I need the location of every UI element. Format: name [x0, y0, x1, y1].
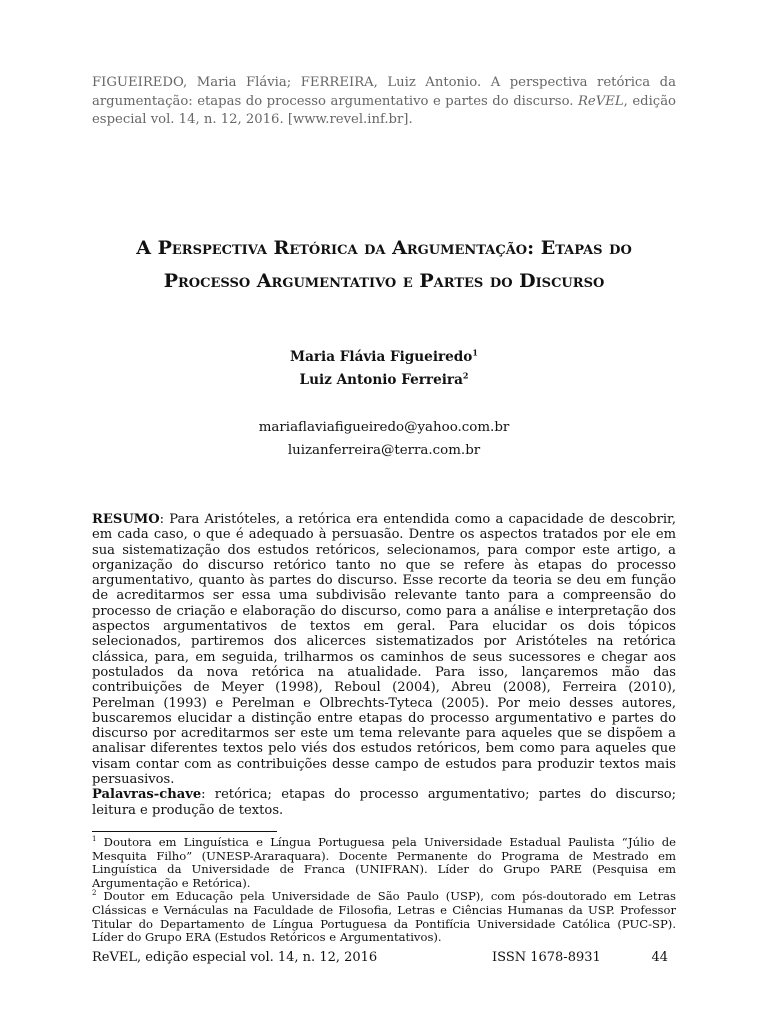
keywords-paragraph [92, 787, 676, 818]
footer-journal-info: ReVEL, edição especial vol. 14, n. 12, 2016 [92, 950, 378, 965]
email-2: luizanferreira@terra.com.br [287, 443, 481, 458]
footer-issn: ISSN 1678-8931 [492, 950, 601, 965]
page-number: 44 [651, 950, 668, 965]
citation-text-before: FIGUEIREDO, Maria Flávia; FERREIRA, Luiz Antonio. A perspectiva retórica da argumentação: etapas do processo argumentativo e partes do discurso. [92, 75, 676, 109]
footnote-1 [92, 836, 676, 890]
footnote-1-mark: 1 [92, 835, 97, 844]
citation-header [92, 74, 676, 130]
footnote-2-mark: 2 [92, 889, 97, 898]
title-line-1: A Perspectiva Retórica da Argumentação: Etapas do [136, 237, 632, 259]
keywords-text: : retórica; etapas do processo argumentativo; partes do discurso; leitura e produção de textos. [92, 787, 676, 818]
author-list [0, 346, 768, 392]
abstract-paragraph [92, 512, 676, 787]
title-line-2: Processo Argumentativo e Partes do Discurso [163, 270, 605, 292]
email-1: mariaflaviafigueiredo@yahoo.com.br [258, 420, 510, 435]
abstract-section [92, 512, 676, 818]
author-1-footnote-mark: 1 [472, 347, 478, 358]
author-2 [0, 369, 768, 392]
keywords-label: Palavras-chave [92, 787, 202, 803]
abstract-text: : Para Aristóteles, a retórica era entendida como a capacidade de descobrir, em cada caso, o que é adequado à persuasão. Dentre os aspectos tratados por ele em sua sistematização dos estudos retóricos, selecionamos, para compor este artigo, a organização do discurso retórico tanto no que se refere às etapas do processo argumentativo, quanto às partes do discurso. Esse recorte da teoria se deu em função de acreditarmos ser essa uma subdivisão relevante tanto para a compreensão do processo de criação e elaboração do discurso, como para a análise e interpretação dos aspectos argumentativos de textos em geral. Para elucidar os dois tópicos selecionados, partiremos dos alicerces sistematizados por Aristóteles na retórica clássica, para, em seguida, trilharmos os caminhos de seus sucessores e chegar aos postulados da nova retórica na atualidade. Para isso, lançaremos mão das contribuições de Meyer (1998), Reboul (2004), Abreu (2008), Ferreira (2010), Perelman (1993) e Perelman e Olbrechts-Tyteca (2005). Por meio desses autores, buscaremos elucidar a distinção entre etapas do processo argumentativo e partes do discurso por acreditarmos ser este um tema relevante para aqueles que se dispõem a analisar diferentes textos pelo viés dos estudos retóricos, bem como para aqueles que visam contar com as contribuições desse campo de estudos para produzir textos mais persuasivos. [92, 512, 676, 788]
footnote-2 [92, 890, 676, 944]
footnote-1-text: Doutora em Linguística e Língua Portuguesa pela Universidade Estadual Paulista “Júlio de Mesquita Filho” (UNESP-Araraquara). Docente Permanente do Programa de Mestrado em Linguística da Universidade de Franca (UNIFRAN). Líder do Grupo PARE (Pesquisa em Argumentação e Retórica). [92, 835, 676, 890]
author-2-footnote-mark: 2 [462, 370, 469, 381]
author-1 [0, 346, 768, 369]
abstract-label: RESUMO [92, 512, 160, 527]
footnote-2-text: Doutor em Educação pela Universidade de São Paulo (USP), com pós-doutorado em Letras Clássicas e Vernáculas na Faculdade de Filosofia, Letras e Ciências Humanas da USP. Professor Titular do Departamento de Língua Portuguesa da Pontifícia Universidade Católica (PUC-SP). Líder do Grupo ERA (Estudos Retóricos e Argumentativos). [92, 889, 676, 945]
footnotes [92, 836, 676, 945]
author-2-name: Luiz Antonio Ferreira [299, 372, 463, 388]
author-emails [0, 416, 768, 462]
author-1-name: Maria Flávia Figueiredo [290, 349, 473, 365]
paper-title [80, 232, 688, 298]
citation-text-after: , edição especial vol. 14, n. 12, 2016. [www.revel.inf.br]. [92, 93, 676, 127]
footnote-divider [92, 831, 277, 832]
citation-journal: ReVEL [577, 93, 624, 109]
